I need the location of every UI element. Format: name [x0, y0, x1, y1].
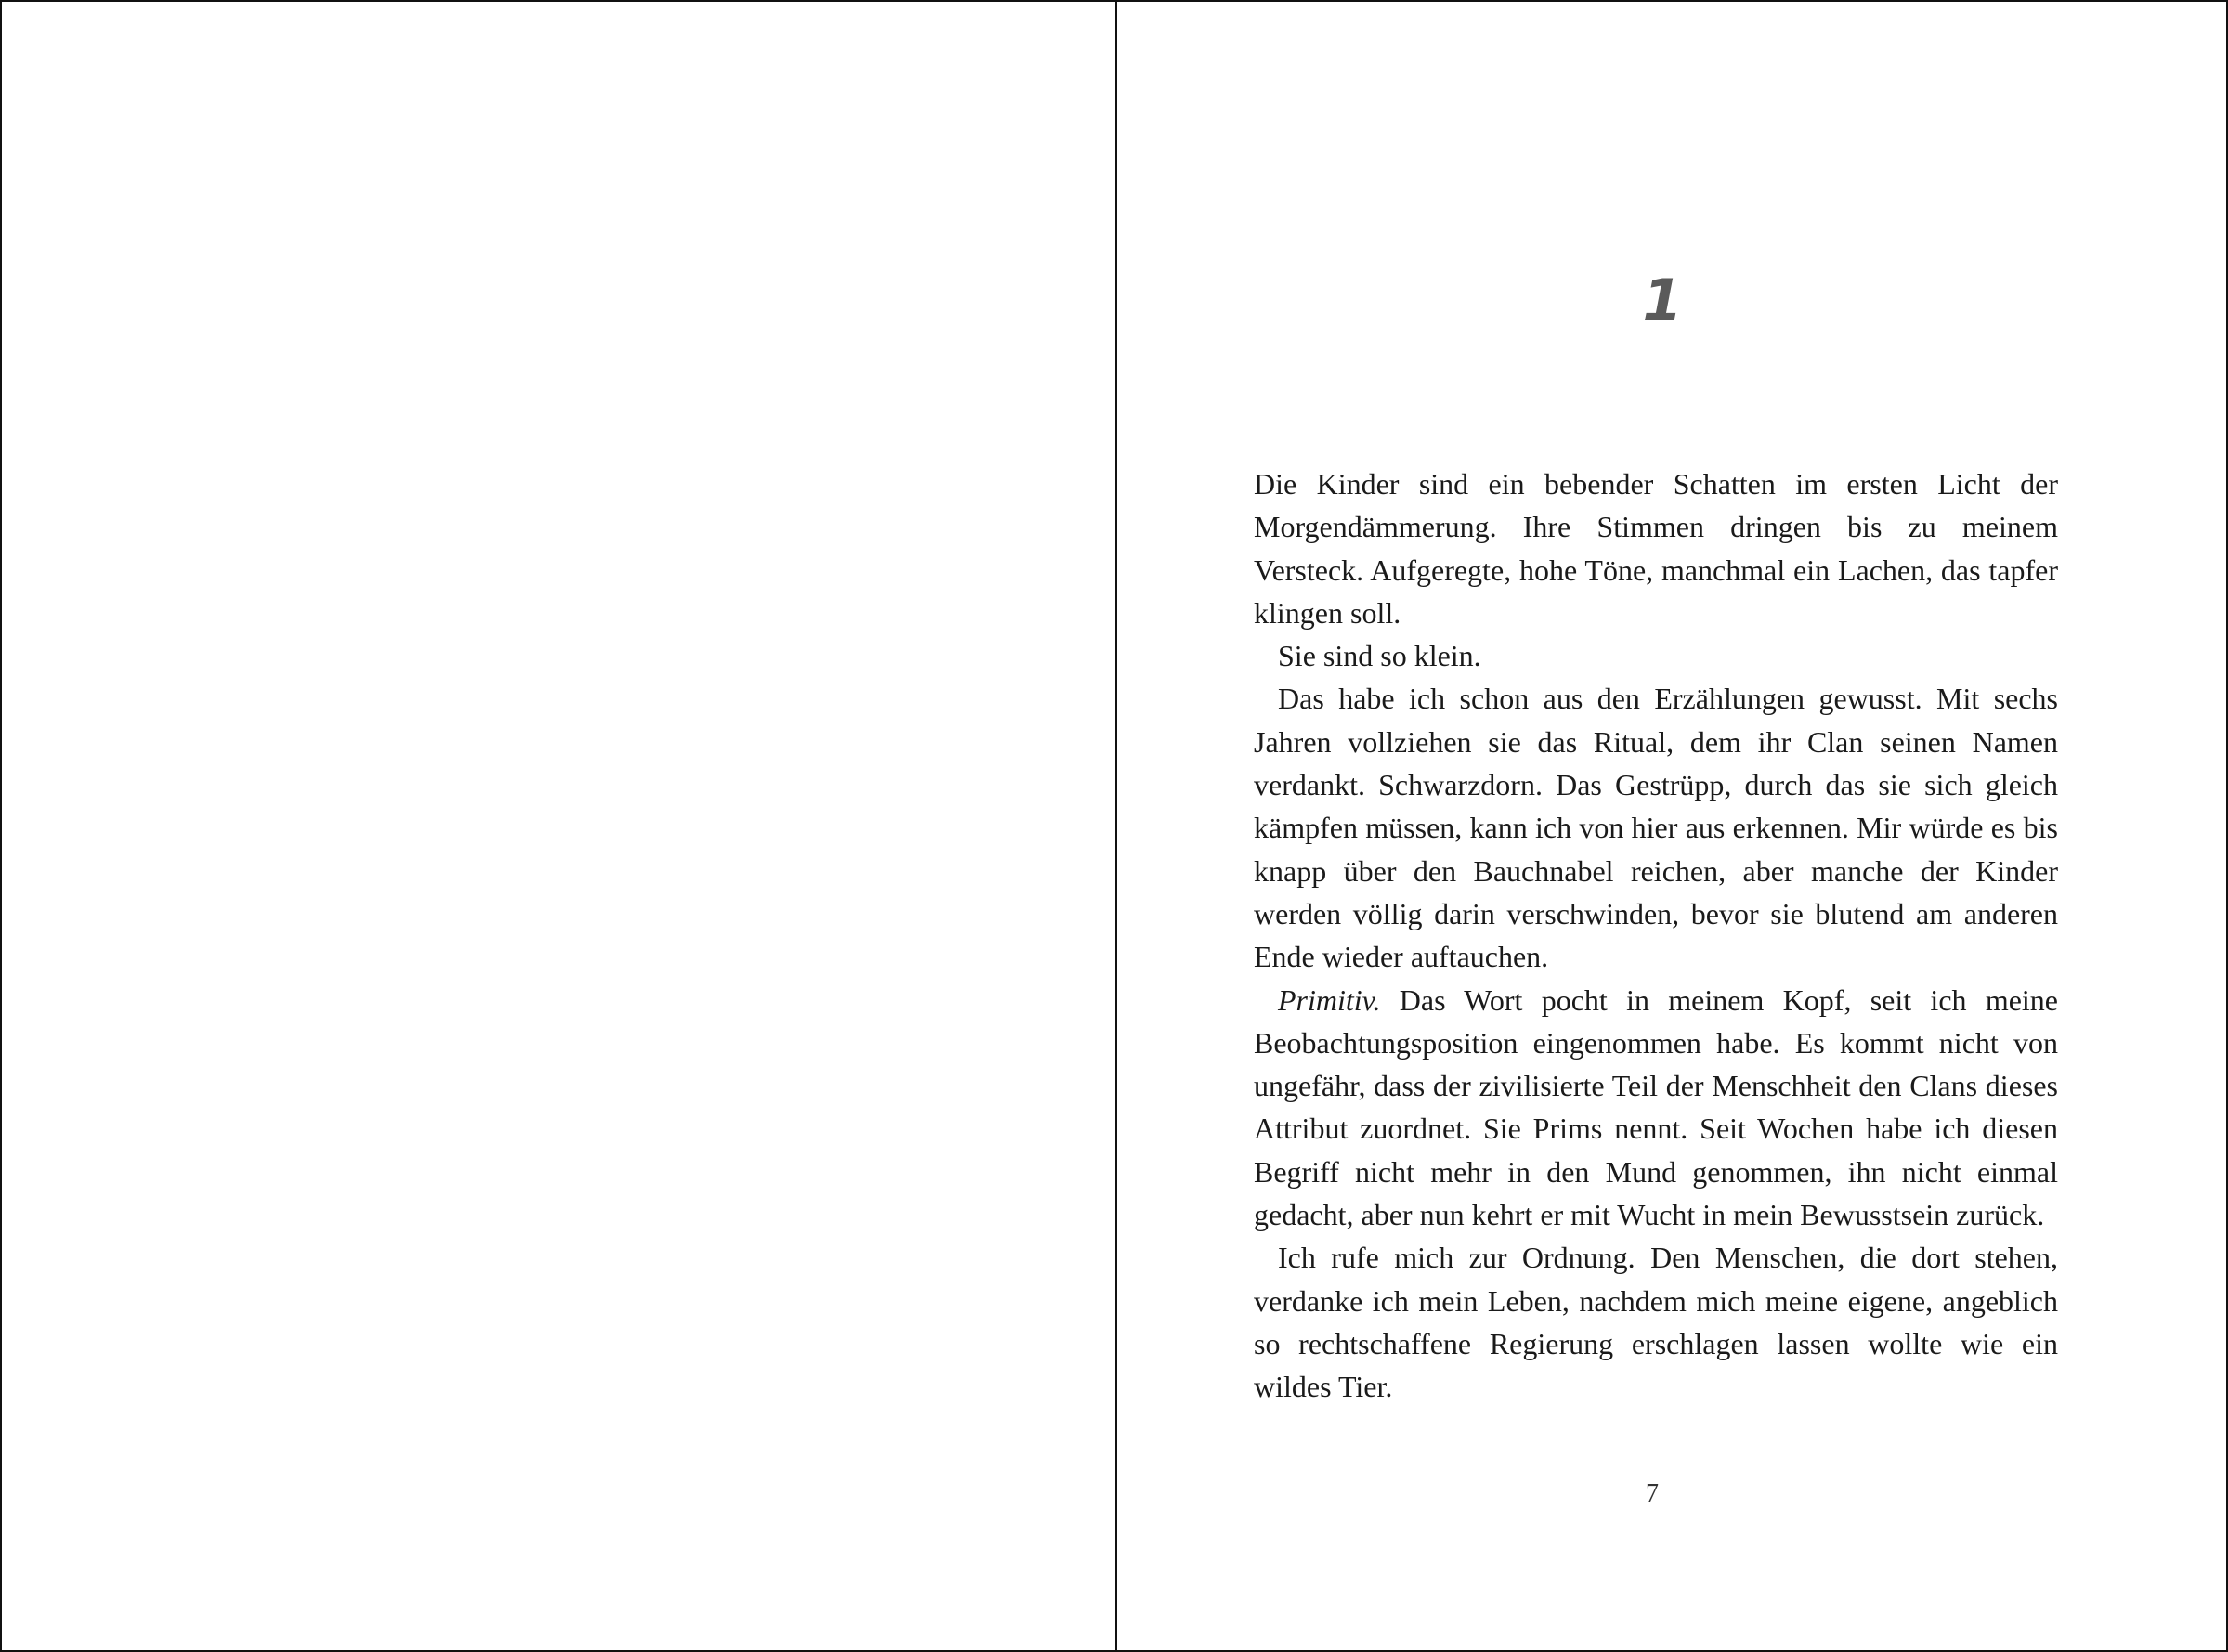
paragraph-3: Das habe ich schon aus den Erzählungen gewusst. Mit sechs Jahren vollziehen sie das Ritual, dem ihr Clan seinen Namen verdankt. Schwarzdorn. Das Gestrüpp, durch das sie sich gleich kämpfen müssen, kann ich von hier aus erkennen. Mir würde es bis knapp über den Bauchnabel reichen, aber manche der Kinder werden völlig darin verschwinden, bevor sie blutend am anderen Ende wieder auftauchen. [1254, 682, 2058, 974]
page-number: 7 [1646, 1479, 1659, 1508]
left-page-blank [2, 2, 1117, 1650]
paragraph-4-italic-lead: Primitiv. [1278, 982, 1381, 1017]
chapter-number: 1 [1642, 267, 1683, 334]
right-page [1117, 2, 2228, 1650]
paragraph-1: Die Kinder sind ein bebender Schatten im ersten Licht der Morgendämmerung. Ihre Stimmen dringen bis zu meinem Versteck. Aufgeregte, hohe Töne, manchmal ein Lachen, das tapfer klingen soll. [1254, 467, 2058, 630]
paragraph-4 [1254, 979, 2058, 1237]
paragraph-4-rest: Das Wort pocht in meinem Kopf, seit ich meine Beobachtungsposition eingenommen habe. Es kommt nicht von ungefähr, dass der zivilisierte Teil der Menschheit den Clans dieses Attribut zuordnet. Sie Prims nennt. Seit Wochen habe ich diesen Begriff nicht mehr in den Mund genommen, ihn nicht einmal gedacht, aber nun kehrt er mit Wucht in mein Bewusstsein zurück. [1254, 982, 2058, 1232]
chapter-body-text [1254, 462, 2058, 1409]
paragraph-5: Ich rufe mich zur Ordnung. Den Menschen, die dort stehen, verdanke ich mein Leben, nachdem mich meine eigene, angeblich so rechtschaffene Regierung erschlagen lassen wollte wie ein wildes Tier. [1254, 1241, 2058, 1404]
paragraph-2: Sie sind so klein. [1278, 639, 1481, 673]
